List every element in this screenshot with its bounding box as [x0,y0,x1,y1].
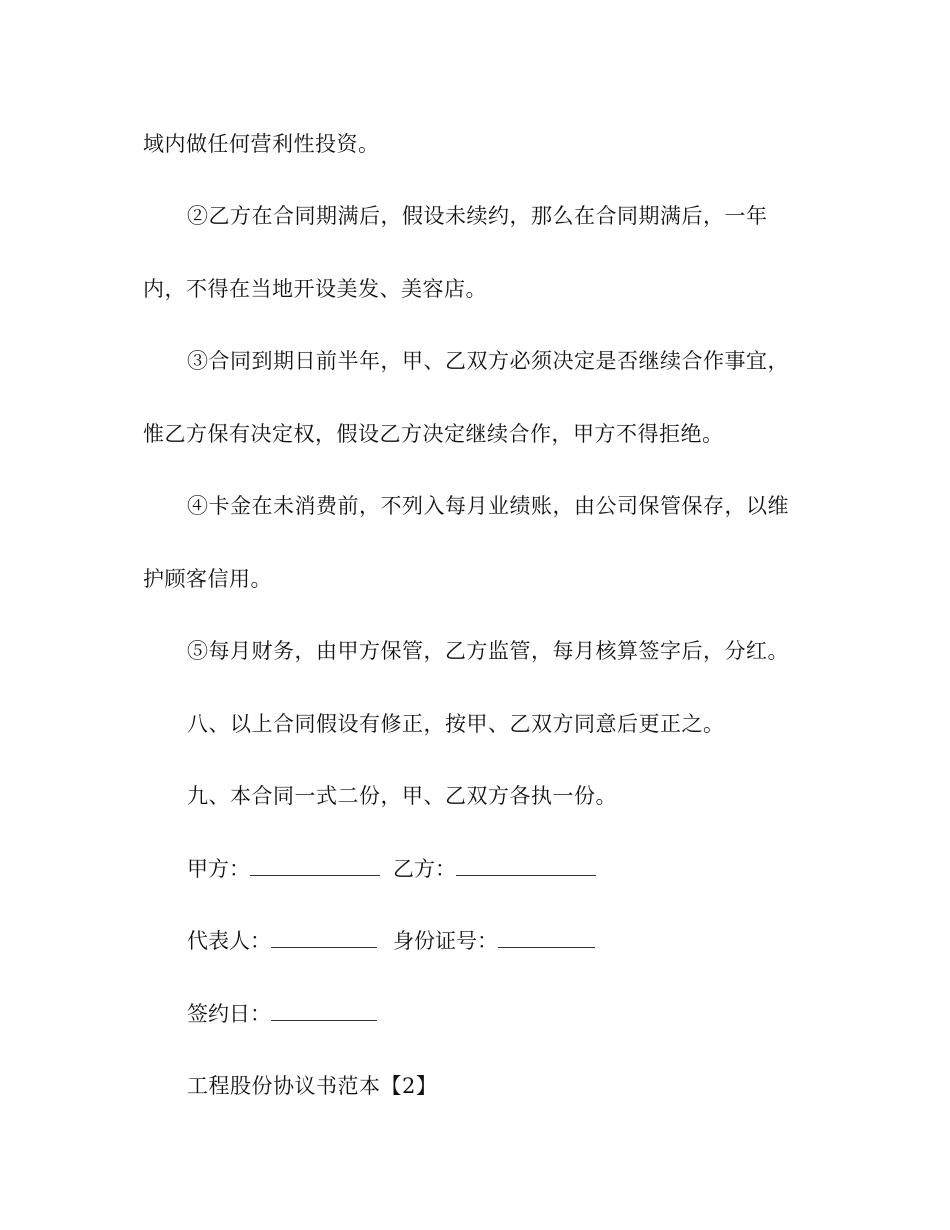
paragraph-line-3: 内，不得在当地开设美发、美容店。 [143,277,487,301]
paragraph-line-7: 护顾客信用。 [143,567,272,591]
party-a-label: 甲方： [187,857,250,881]
party-a-row [187,855,380,883]
paragraph-line-1: 域内做任何营利性投资。 [143,132,380,156]
id-number-row [393,927,595,955]
id-number-label: 身份证号： [393,929,498,953]
paragraph-line-9: 八、以上合同假设有修正，按甲、乙双方同意后更正之。 [187,712,725,736]
paragraph-line-2: ②乙方在合同期满后，假设未续约，那么在合同期满后，一年 [187,204,768,228]
party-b-row [393,855,596,883]
sign-date-blank [271,1000,377,1021]
paragraph-line-8: ⑤每月财务，由甲方保管，乙方监管，每月核算签字后，分红。 [187,639,789,663]
party-b-blank [456,855,596,876]
sign-date-label: 签约日： [187,1002,271,1026]
representative-row [187,927,377,955]
next-section-heading: 工程股份协议书范本【2】 [187,1074,438,1098]
representative-blank [271,927,377,948]
paragraph-line-4: ③合同到期日前半年，甲、乙双方必须决定是否继续合作事宜， [187,349,789,373]
party-a-blank [250,855,380,876]
paragraph-line-10: 九、本合同一式二份，甲、乙双方各执一份。 [187,784,617,808]
sign-date-row [187,1000,377,1028]
paragraph-line-5: 惟乙方保有决定权，假设乙方决定继续合作，甲方不得拒绝。 [143,422,724,446]
representative-label: 代表人： [187,929,271,953]
paragraph-line-6: ④卡金在未消费前，不列入每月业绩账，由公司保管保存，以维 [187,494,789,518]
party-b-label: 乙方： [393,857,456,881]
id-number-blank [498,927,595,948]
